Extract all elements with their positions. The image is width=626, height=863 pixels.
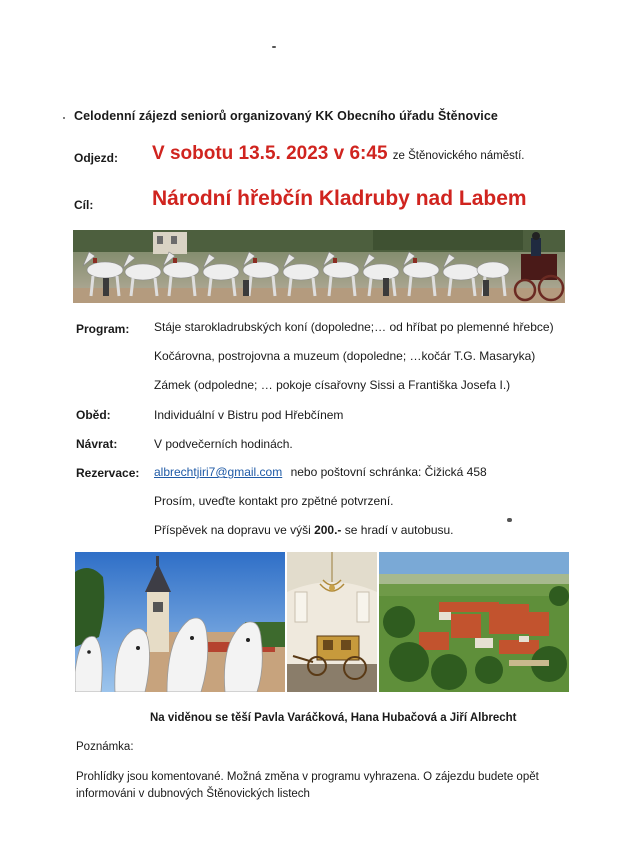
white-horses-church-photo <box>75 552 285 692</box>
return-text: V podvečerních hodinách. <box>154 437 293 451</box>
scan-speck <box>272 46 276 48</box>
destination-label: Cíl: <box>74 198 94 212</box>
reservation-email-link[interactable]: albrechtjiri7@gmail.com <box>154 465 283 479</box>
note-text: Prohlídky jsou komentované. Možná změna v programu vyhrazena. O zájezdu budete opět informováni v dubnových Štěnovických listech <box>76 771 539 800</box>
lunch-label: Oběd: <box>76 408 111 422</box>
departure-place: ze Štěnovického náměstí. <box>392 150 525 162</box>
note-label: Poznámka: <box>76 741 134 753</box>
reservation-label: Rezervace: <box>76 466 140 480</box>
program-item: Zámek (odpoledne; … pokoje císařovny Sissi a Františka Josefa I.) <box>154 378 511 392</box>
departure-time-text: V sobotu 13.5. 2023 v 6:45 <box>152 143 388 164</box>
program-item: Stáje starokladrubských koní (dopoledne;… od hříbat po plemenné hřebce) <box>154 320 554 334</box>
reservation-note: Prosím, uveďte kontakt pro zpětné potvrzení. <box>154 494 394 508</box>
departure-time <box>152 143 524 165</box>
horse-carriage-banner-photo <box>73 230 565 303</box>
destination-name: Národní hřebčín Kladruby nad Labem <box>152 187 527 210</box>
chateau-aerial-photo <box>379 552 569 692</box>
program-label: Program: <box>76 322 130 336</box>
program-item: Kočárovna, postrojovna a muzeum (dopoledne; …kočár T.G. Masaryka) <box>154 349 536 363</box>
reservation-line <box>154 465 487 479</box>
lunch-text: Individuální v Bistru pod Hřebčínem <box>154 408 344 422</box>
scan-speck <box>63 117 65 119</box>
transport-fee-amount: 200.- <box>314 523 342 537</box>
reservation-mailbox: nebo poštovní schránka: Čižická 458 <box>290 465 487 479</box>
return-label: Návrat: <box>76 437 118 451</box>
departure-label: Odjezd: <box>74 151 118 165</box>
carriage-museum-photo <box>287 552 377 692</box>
transport-fee <box>154 523 454 537</box>
farewell-signature: Na viděnou se těší Pavla Varáčková, Hana Hubačová a Jiří Albrecht <box>150 712 517 724</box>
trip-heading: Celodenní zájezd seniorů organizovaný KK Obecního úřadu Štěnovice <box>74 109 498 123</box>
scan-speck <box>507 518 512 522</box>
transport-fee-suffix: se hradí v autobusu. <box>341 523 454 537</box>
transport-fee-prefix: Příspěvek na dopravu ve výši <box>154 523 315 537</box>
